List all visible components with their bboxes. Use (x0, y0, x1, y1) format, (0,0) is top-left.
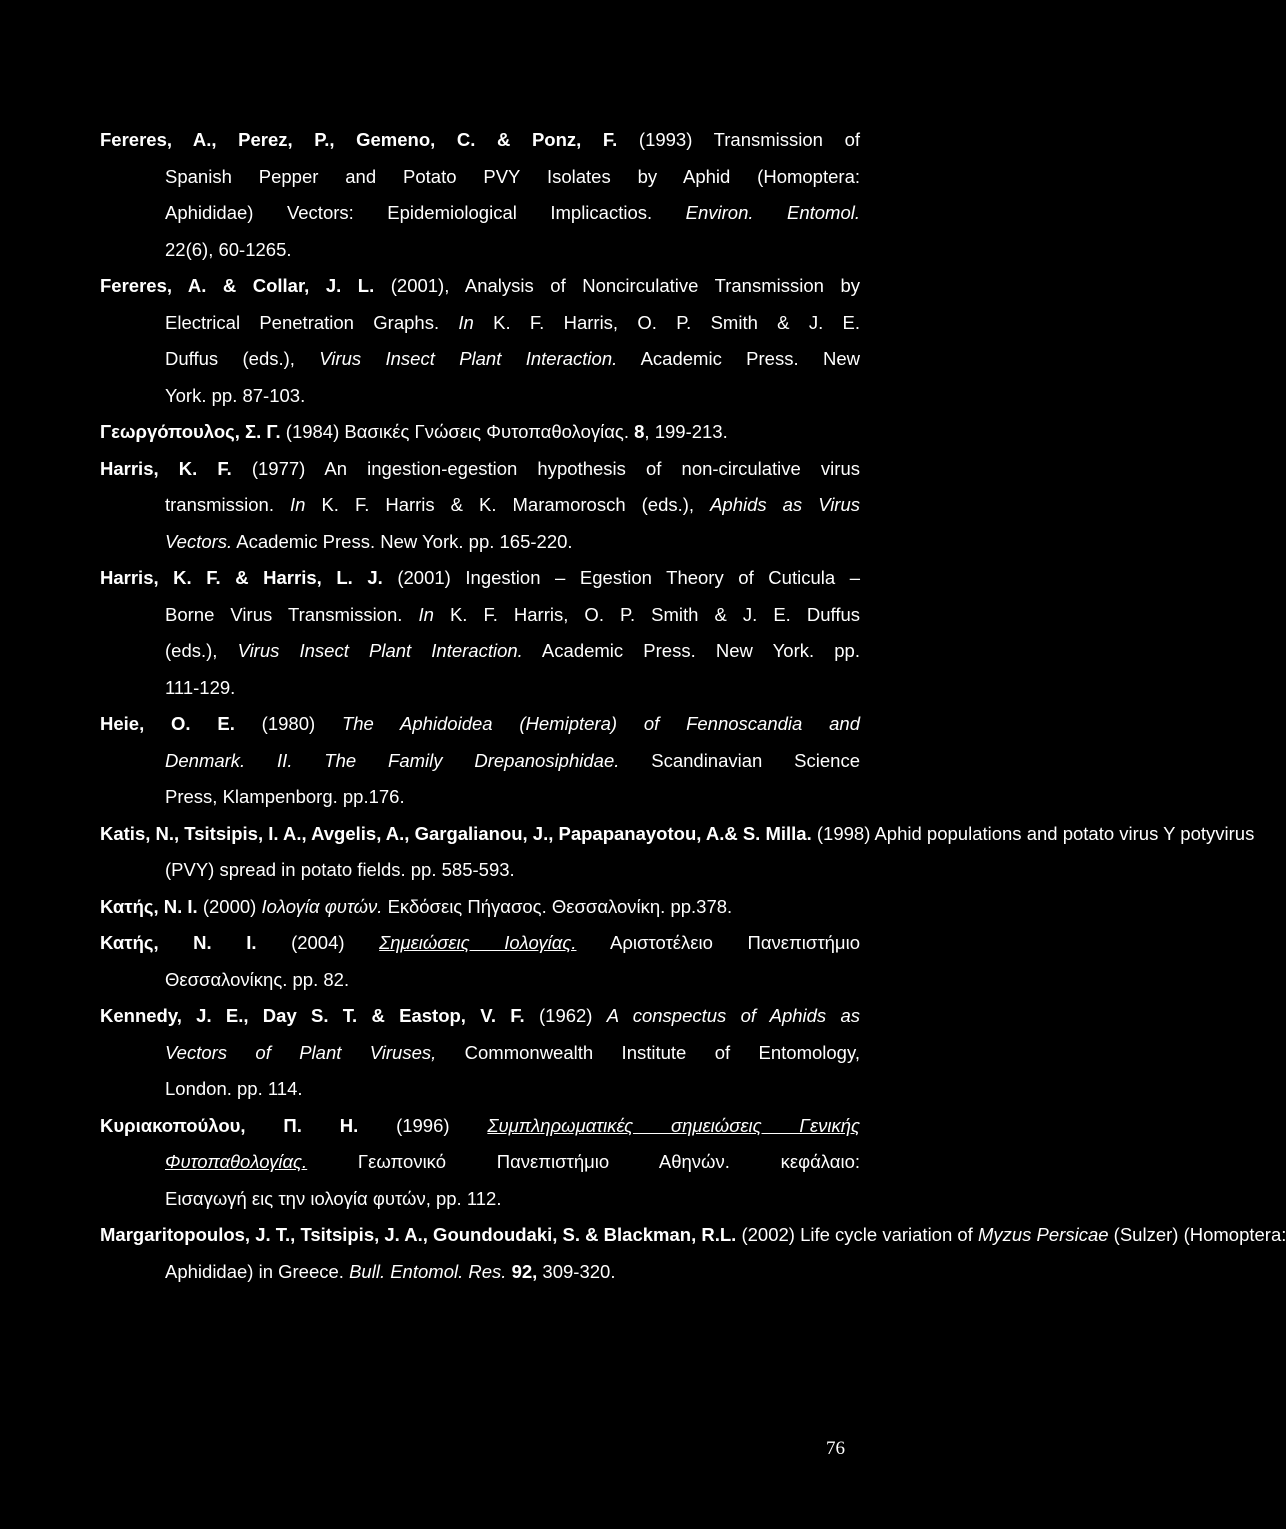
reference-text: (2004) (256, 932, 380, 953)
reference-entry (100, 998, 860, 1108)
reference-text: K. F. Harris & K. Maramorosch (eds.), (305, 494, 711, 515)
reference-entry (100, 451, 860, 561)
reference-italic-text: Ιολογία φυτών. (261, 895, 383, 917)
reference-italic-text: Bull. Entomol. Res. (349, 1260, 507, 1282)
reference-authors: Fereres, A., Perez, P., Gemeno, C. & Ponz, F. (100, 129, 618, 150)
reference-line (100, 1144, 860, 1181)
reference-italic-text: Aphids as Virus (710, 494, 861, 515)
reference-line (100, 925, 860, 962)
reference-text: Αριστοτέλειο Πανεπιστήμιο (576, 932, 860, 953)
reference-line (100, 305, 860, 342)
reference-entry (100, 816, 1255, 889)
reference-text: 111-129. (165, 676, 236, 698)
reference-authors: Γεωργόπουλος, Σ. Γ. (100, 421, 281, 442)
reference-line (100, 560, 860, 597)
reference-text: 22(6), 60-1265. (165, 238, 292, 260)
reference-authors: Kennedy, J. E., Day S. T. & Eastop, V. F. (100, 1005, 525, 1026)
reference-line (100, 998, 860, 1035)
reference-line (100, 779, 860, 816)
reference-entry (100, 414, 860, 451)
reference-bold-text: 92, (511, 1260, 538, 1282)
reference-italic-text: Vectors of Plant Viruses, (165, 1041, 437, 1063)
reference-italic-text: Myzus Persicae (977, 1224, 1109, 1245)
reference-text: Spanish Pepper and Potato PVY Isolates by Aphid (Homoptera: (165, 165, 860, 187)
reference-text: Duffus (eds.), (165, 348, 320, 369)
reference-text: (2001) Ingestion – Egestion Theory of Cuticula – (382, 567, 860, 588)
reference-bold-text: 8 (634, 421, 645, 442)
reference-text: (1984) Βασικές Γνώσεις Φυτοπαθολογίας. (280, 421, 635, 442)
reference-line (100, 670, 860, 707)
reference-text: Scandinavian Science (619, 749, 860, 771)
reference-text: , 199-213. (644, 421, 728, 442)
reference-line (100, 378, 860, 415)
reference-text: Commonwealth Institute of Entomology, (436, 1041, 860, 1063)
reference-text: Εκδόσεις Πήγασος. Θεσσαλονίκη. pp.378. (382, 895, 733, 917)
reference-line (100, 268, 860, 305)
reference-text: Aphididae) Vectors: Epidemiological Implicactios. (165, 202, 686, 223)
reference-line (100, 341, 860, 378)
reference-text: Εισαγωγή εις την ιολογία φυτών, pp. 112. (165, 1187, 502, 1209)
reference-bold-text: & S. Milla. (724, 822, 812, 844)
reference-authors: Fereres, A. & Collar, J. L. (100, 275, 375, 296)
reference-italic-text: The Aphidoidea (Hemiptera) of Fennoscandia and (341, 713, 860, 734)
reference-italic-text: In (290, 494, 306, 515)
reference-authors: Heie, O. E. (100, 713, 235, 734)
reference-line (100, 1254, 860, 1291)
reference-authors: Harris, K. F. & Harris, L. J. (100, 567, 383, 588)
reference-line (100, 743, 860, 780)
reference-line (100, 1217, 1286, 1254)
reference-line (100, 232, 860, 269)
reference-line (100, 852, 860, 889)
reference-underlined-title: Σημειώσεις Ιολογίας. (379, 932, 577, 953)
reference-entry (100, 268, 860, 414)
reference-line (100, 122, 860, 159)
reference-text: York. pp. 87-103. (165, 384, 306, 406)
reference-entry (100, 1217, 1286, 1290)
reference-line (100, 1071, 860, 1108)
reference-text: (2000) (197, 895, 262, 917)
reference-text: K. F. Harris, O. P. Smith & J. E. Duffus (433, 603, 860, 625)
reference-entry (100, 925, 860, 998)
reference-italic-text: Virus Insect Plant Interaction. (237, 640, 523, 661)
reference-authors: Κυριακοπούλου, Π. Η. (100, 1114, 359, 1136)
reference-authors: Margaritopoulos, J. T., Tsitsipis, J. A., Goundoudaki, S. & Blackman, R. (100, 1224, 720, 1245)
reference-text: London. pp. 114. (165, 1078, 303, 1099)
reference-text: (eds.), (165, 640, 238, 661)
reference-text: Academic Press. New York. pp. (522, 640, 860, 661)
reference-authors: Κατής, Ν. Ι. (100, 895, 198, 917)
reference-text: (1962) (524, 1005, 607, 1026)
reference-text: Borne Virus Transmission. (165, 603, 419, 625)
reference-text: Electrical Penetration Graphs. (165, 311, 459, 333)
reference-text: Press, Klampenborg. pp.176. (165, 786, 405, 807)
reference-text: Academic Press. New York. pp. 165-220. (232, 530, 573, 552)
reference-text: Θεσσαλονίκης. pp. 82. (165, 968, 350, 990)
reference-italic-text: Denmark. II. The Family Drepanosiphidae. (165, 749, 620, 771)
reference-text: (1996) (358, 1114, 488, 1136)
reference-text: (1980) (234, 713, 342, 734)
reference-line (100, 962, 860, 999)
reference-entry (100, 560, 860, 706)
reference-line (100, 487, 860, 524)
reference-underlined-title: Συμπληρωματικές σημειώσεις Γενικής (487, 1114, 860, 1136)
reference-line (100, 159, 860, 196)
reference-line (100, 633, 860, 670)
reference-line (100, 524, 860, 561)
reference-line (100, 1108, 860, 1145)
reference-italic-text: In (418, 603, 434, 625)
reference-line (100, 195, 860, 232)
reference-text: (2002) Life cycle variation of (736, 1224, 978, 1245)
reference-text: 309-320. (537, 1260, 616, 1282)
reference-line (100, 451, 860, 488)
reference-italic-text: A conspectus of Aphids as (606, 1005, 861, 1026)
reference-line (100, 414, 860, 451)
reference-line (100, 1035, 860, 1072)
reference-authors: Harris, K. F. (100, 457, 232, 479)
reference-entry (100, 706, 860, 816)
reference-text: transmission. (165, 494, 290, 515)
reference-line (100, 889, 860, 926)
reference-entry (100, 1108, 860, 1218)
reference-text: Γεωπονικό Πανεπιστήμιο Αθηνών. κεφάλαιο: (307, 1151, 860, 1172)
reference-text: (1977) An ingestion-egestion hypothesis of non-circulative virus (231, 457, 860, 479)
reference-underlined-title: Φυτοπαθολογίας. (165, 1151, 308, 1172)
reference-line (100, 816, 1255, 853)
reference-line (100, 1181, 860, 1218)
reference-italic-text: Virus Insect Plant Interaction. (319, 348, 618, 369)
reference-list (100, 122, 1286, 1290)
reference-text: (Sulzer) (Homoptera: (1108, 1224, 1286, 1245)
reference-text: Academic Press. New (617, 348, 860, 369)
reference-authors: Κατής, Ν. Ι. (100, 932, 257, 953)
reference-text: (1998) Aphid populations and potato virus Y potyvirus (811, 822, 1255, 844)
reference-italic-text: In (458, 311, 474, 333)
reference-text: (PVY) spread in potato fields. pp. 585-593. (165, 859, 515, 880)
page-number: 76 (826, 1438, 845, 1459)
reference-authors: Katis, N., Tsitsipis, I. A., Avgelis, A., Gargalianou, J., Papapanayotou, A. (100, 822, 725, 844)
reference-line (100, 706, 860, 743)
reference-text: (1993) Transmission of (617, 129, 861, 150)
reference-italic-text: Vectors. (165, 530, 233, 552)
reference-text: (2001), Analysis of Noncirculative Transmission by (374, 275, 860, 296)
reference-bold-text: L. (719, 1224, 737, 1245)
reference-line (100, 597, 860, 634)
reference-entry (100, 122, 860, 268)
reference-entry (100, 889, 860, 926)
reference-text: K. F. Harris, O. P. Smith & J. E. (473, 311, 860, 333)
reference-italic-text: Environ. Entomol. (685, 202, 860, 223)
reference-text: Aphididae) in Greece. (165, 1260, 350, 1282)
